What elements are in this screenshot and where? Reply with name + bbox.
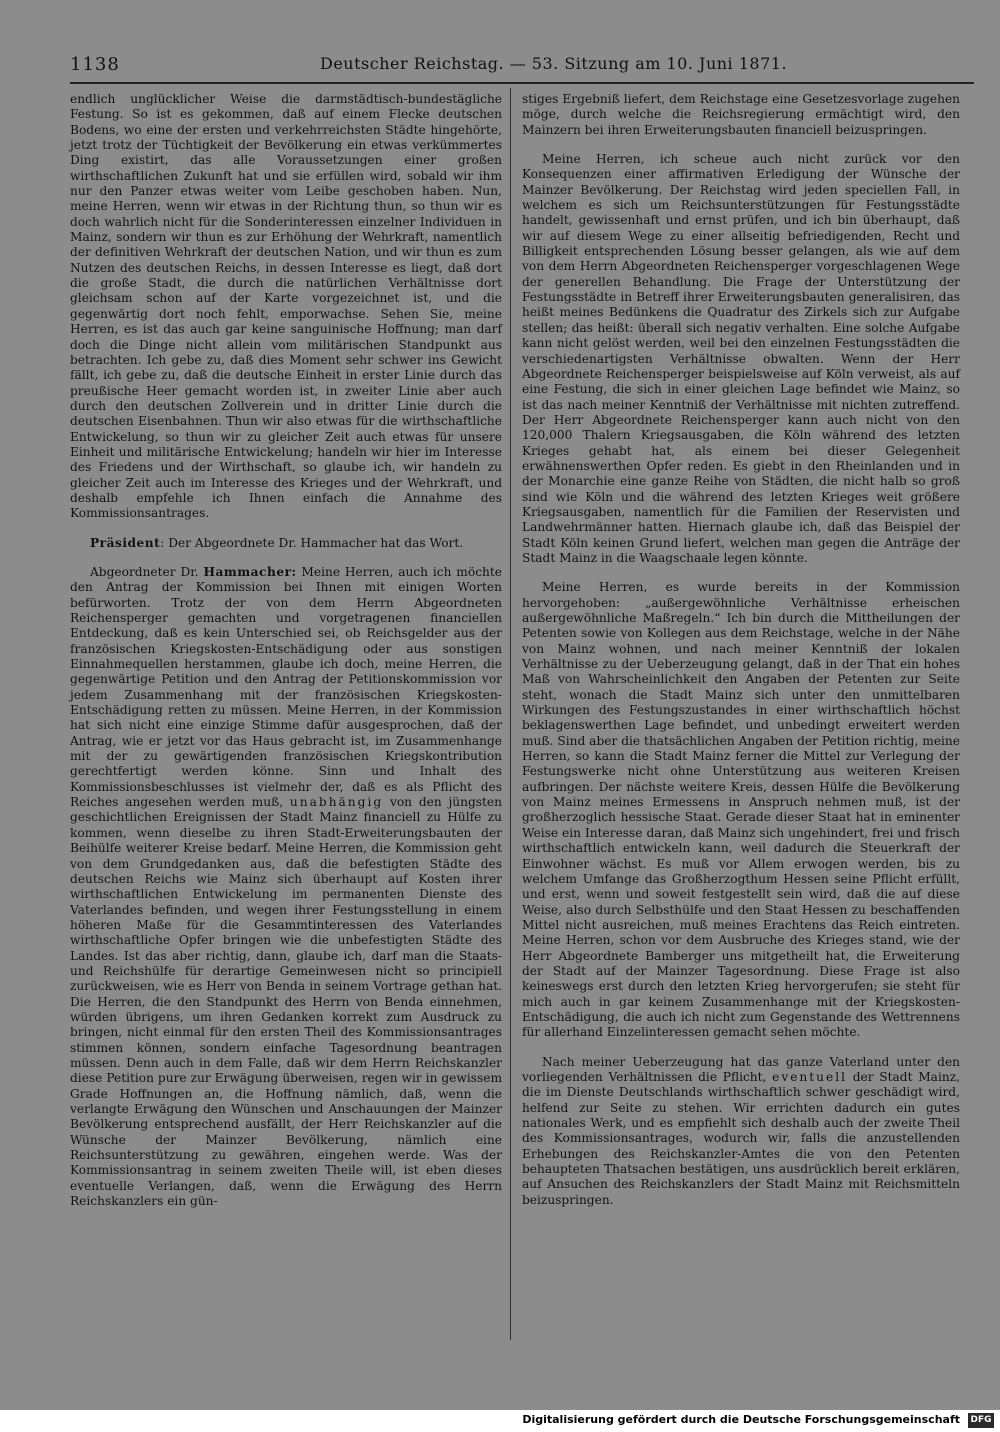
paragraph-text: der Stadt Mainz, die im Dienste Deutschlands wirthschaftlich schwer geschädigt wird, helfend zur Seite zu stehen. Wir errichten dadurch ein gutes nationales Werk, und es empfiehlt sich deshalb auch der zweite Theil des Kommissionsantrages, wodurch wir, falls die anzustellenden Erhebungen des Reichskanzler-Amtes die von den Petenten behaupteten Thatsachen bestätigen, uns ausdrücklich bereit erklären, auf Ansuchen des Reichskanzlers der Stadt Mainz mit Reichsmitteln beizuspringen. — [522, 1069, 960, 1207]
speaker-intro: Abgeordneter Dr. — [90, 564, 204, 579]
footer-bar — [0, 1410, 1000, 1432]
column-divider — [510, 88, 511, 1340]
paragraph: stiges Ergebniß liefert, dem Reichstage eine Gesetzesvorlage zugehen möge, durch welche die Reichsregierung ermächtigt wird, den Mainzern bei ihren Erweiterungsbauten financiell beizuspringen. — [522, 92, 960, 137]
paragraph-text: Nach meiner Ueberzeugung hat das ganze Vaterland unter den vorliegenden Verhältnissen die Pflicht, — [522, 1054, 960, 1084]
dfg-logo: DFG — [968, 1413, 994, 1428]
paragraph: endlich unglücklicher Weise die darmstädtisch-bundestägliche Festung. So ist es gekommen, daß auf einem Flecke deutschen Bodens, wo eine der ersten und verkehrreichsten Städte hingehörte, jetzt trotz der Tüchtigkeit der Bevölkerung ein etwas verkümmertes Ding existirt, das alle Voraussetzungen einer großen wirthschaftlichen Zukunft hat und sie erfüllen wird, sobald wir ihm nur den Panzer etwas weiter vom Leibe geschoben haben. Nun, meine Herren, wenn wir etwas in der Richtung thun, so thun wir es doch wahrlich nicht für die Sonderinteressen einzelner Individuen in Mainz, sondern wir thun es zur Erhöhung der Wehrkraft, namentlich der definitiven Wehrkraft der deutschen Nation, und wir thun es zum Nutzen des deutschen Reichs, in dessen Interesse es liegt, daß dort die große Stadt, die durch die natürlichen Verhältnisse dort gleichsam schon auf der Karte vorgezeichnet ist, und die gegenwärtig dort noch fehlt, emporwachse. Sehen Sie, meine Herren, es ist das auch gar keine sanguinische Hoffnung; man darf doch die Dinge nicht allein vom militärischen Standpunkt aus betrachten. Ich gebe zu, daß dies Moment sehr schwer ins Gewicht fällt, ich gebe zu, daß die deutsche Einheit in erster Linie durch das preußische Heer gemacht worden ist, in zweiter Linie aber auch durch den deutschen Zollverein und in dritter Linie durch die deutschen Eisenbahnen. Thun wir also etwas für die wirthschaftliche Entwickelung, so thun wir zu gleicher Zeit auch etwas für unsere Einheit und militärische Entwickelung; handeln wir hier im Interesse des Friedens und der Wirthschaft, so glaube ich, wir handeln zu gleicher Zeit auch im Interesse des Krieges und der Wehrkraft, und deshalb empfehle ich Ihnen einfach die Annahme des Kommissionsantrages. — [70, 92, 502, 521]
page-header — [70, 50, 1000, 80]
paragraph: Meine Herren, ich scheue auch nicht zurück vor den Konsequenzen einer affirmativen Erledigung der Wünsche der Mainzer Bevölkerung. Der Reichstag wird jeden speciellen Fall, in welchem es sich um Reichsunterstützungen für Festungsstädte handelt, gewissenhaft und ernst prüfen, und ich bin überhaupt, daß wir auf diesem Wege zu einer allseitig befriedigenden, Recht und Billigkeit entsprechenden Lösung besser gelangen, als wie auf dem von dem Herrn Abgeordneten Reichensperger vorgeschlagenen Wege der generellen Behandlung. Die Frage der Unterstützung der Festungsstädte in Betreff ihrer Erweiterungsbauten generalisiren, das heißt meines Bedünkens die Quadratur des Zirkels sich zur Aufgabe stellen; das heißt: überall sich negativ verhalten. Eine solche Aufgabe kann nicht gelöst werden, weil bei den einzelnen Festungsstädten die verschiedenartigsten Verhältnisse obwalten. Wenn der Herr Abgeordnete Reichensperger beispielsweise auf Köln verweist, als auf eine Festung, die sich in einer gleichen Lage befindet wie Mainz, so ist das nach meiner Kenntniß der Verhältnisse mit nichten zutreffend. Der Herr Abgeordnete Reichensperger kann auch nicht von den 120,000 Thalern Kriegsausgaben, die Köln während des letzten Krieges gehabt hat, als einem bei dieser Gelegenheit erwähnenswerthen Opfer reden. Es giebt in den Rheinlanden und in der Monarchie eine ganze Reihe von Städten, die nicht halb so groß sind wie Köln und die während des letzten Krieges weit größere Kriegsausgaben, namentlich für die Familien der Reservisten und Landwehrmänner hatten. Hiernach glaube ich, daß das Beispiel der Stadt Köln keinen Grund liefert, welchen man gegen die Anträge der Stadt Mainz in die Waagschaale legen könnte. — [522, 152, 960, 565]
paragraph-text: von den jüngsten geschichtlichen Ereignissen der Stadt Mainz financiell zu Hülfe zu kommen, wenn dieselbe zu ihren Stadt-Erweiterungsbauten der Beihülfe weiterer Kreise bedarf. Meine Herren, die Kommission geht von dem Grundgedanken aus, daß die befestigten Städte des deutschen Reichs wie Mainz sich überhaupt auf Kosten ihrer wirthschaftlichen Entwickelung im permanenten Dienste des Vaterlandes befinden, und wegen ihrer Festungsstellung in einem höheren Maße für die Gesammtinteressen des Vaterlandes wirthschaftliche Opfer bringen wie die unbefestigten Städte des Landes. Ist das aber richtig, dann, glaube ich, darf man die Staats- und Reichshülfe für derartige Gemeinwesen nicht so principiell zurückweisen, wie es Herr von Benda in seinem Vortrage gethan hat. Die Herren, die den Standpunkt des Herrn von Benda einnehmen, würden übrigens, um ihren Gedanken korrekt zum Ausdruck zu bringen, nicht einmal für den ersten Theil des Kommissionsantrages stimmen können, sondern einfache Tagesordnung beantragen müssen. Denn auch in dem Falle, daß wir dem Herrn Reichskanzler diese Petition pure zur Erwägung überweisen, regen wir in gewissem Grade Hoffnungen an, die Hoffnung nämlich, daß, wenn die verlangte Erwägung den Wünschen und Anschauungen der Mainzer Bevölkerung entsprechend ausfällt, der Herr Reichskanzler auf die Wünsche der Mainzer Bevölkerung, nämlich eine Reichsunterstützung zu gewähren, eingehen werde. Was der Kommissionsantrag in seinem zweiten Theile will, ist eben dieses eventuelle Verlangen, daß, wenn die Erwägung des Herrn Reichskanzlers ein gün- — [70, 795, 502, 1209]
left-column — [70, 92, 502, 1209]
funding-note: Digitalisierung gefördert durch die Deutsche Forschungsgemeinschaft — [522, 1413, 960, 1426]
paragraph: Meine Herren, es wurde bereits in der Kommission hervorgehoben: „außergewöhnliche Verhältnisse erheischen außergewöhnliche Maßregeln.“ Ich bin durch die Mittheilungen der Petenten sowie von Kollegen aus dem Reichstage, welche in der Nähe von Mainz wohnen, und nach meiner Kenntniß der lokalen Verhältnisse zu der Ueberzeugung gelangt, daß in der That ein hohes Maß von Wahrscheinlichkeit den Angaben der Petenten zur Seite steht, wonach die Stadt Mainz sich unter den unmittelbaren Wirkungen des Festungszustandes in einer wirthschaftlich höchst beklagenswerthen Lage befindet, und unbedingt erweitert werden muß. Sind aber die thatsächlichen Angaben der Petition richtig, meine Herren, so kann die Stadt Mainz ferner die Mittel zur Verlegung der Festungswerke nicht ohne Unterstützung aus weiteren Kreisen aufbringen. Der nächste weitere Kreis, dessen Hülfe die Bevölkerung von Mainz meines Ermessens in Anspruch nehmen muß, ist der großherzoglich hessische Staat. Gerade dieser Staat hat in eminenter Weise ein Interesse daran, daß Mainz sich ungehindert, frei und frisch wirthschaftlich entwickeln kann, weil dadurch die Steuerkraft der Einwohner wächst. Es muß vor Allem erwogen werden, bis zu welchem Umfange das Großherzogthum Hessen seine Pflicht erfüllt, und erst, wenn und soweit festgestellt sein wird, daß die auf diese Weise, also durch Selbsthülfe und den Staat Hessen zu beschaffenden Mittel nicht ausreichen, muß meines Erachtens das Reich eintreten. Meine Herren, schon vor dem Ausbruche des Krieges stand, wie der Herr Abgeordnete Bamberger uns mitgetheilt hat, die Erweiterung der Stadt auf der Mainzer Tagesordnung. Diese Frage ist also keineswegs erst durch den letzten Krieg hervorgerufen; sie steht für mich auch in gar keinem Zusammenhange mit der Kriegskosten-Entschädigung, die auch ich nicht zum Gegenstande des Wettrennens für allerhand Einzelinteressen gemacht sehen möchte. — [522, 580, 960, 1040]
page-number: 1138 — [70, 54, 120, 75]
emphasis-text: unabhängig — [289, 795, 384, 810]
paragraph-president — [70, 536, 502, 551]
speaker-name: Präsident — [90, 535, 161, 550]
paragraph-text: Meine Herren, auch ich möchte den Antrag der Kommission bei Ihnen mit einigen Worten befürworten. Trotz der von dem Herrn Abgeordneten Reichensperger gemachten und vorgetragenen financiellen Entdeckung, daß es kein Unterschied sei, ob Reichsgelder aus der französischen Kriegskosten-Entschädigung oder aus sonstigen Einnahmequellen herstammen, glaube ich doch, meine Herren, die gegenwärtige Petition und den Antrag der Petitionskommission vor jedem Zusammenhang mit der französischen Kriegskosten-Entschädigung retten zu müssen. Meine Herren, in der Kommission hat sich nicht eine einzige Stimme dafür ausgesprochen, daß der Antrag, wie er jetzt vor das Haus gebracht ist, im Zusammenhange mit der zu gewärtigenden französischen Kriegskontribution gerechtfertigt werden könne. Sinn und Inhalt des Kommissionsbeschlusses ist vielmehr der, daß es als Pflicht des Reiches angesehen werden muß, — [70, 564, 502, 810]
paragraph-hammacher — [70, 565, 502, 1209]
paragraph — [522, 1055, 960, 1208]
paragraph-text: : Der Abgeordnete Dr. Hammacher hat das Wort. — [160, 535, 464, 550]
right-column — [522, 92, 960, 1208]
header-rule — [70, 82, 974, 84]
running-title: Deutscher Reichstag. — 53. Sitzung am 10. Juni 1871. — [320, 54, 788, 73]
speaker-name: Hammacher: — [203, 564, 297, 579]
emphasis-text: eventuell — [772, 1069, 848, 1084]
